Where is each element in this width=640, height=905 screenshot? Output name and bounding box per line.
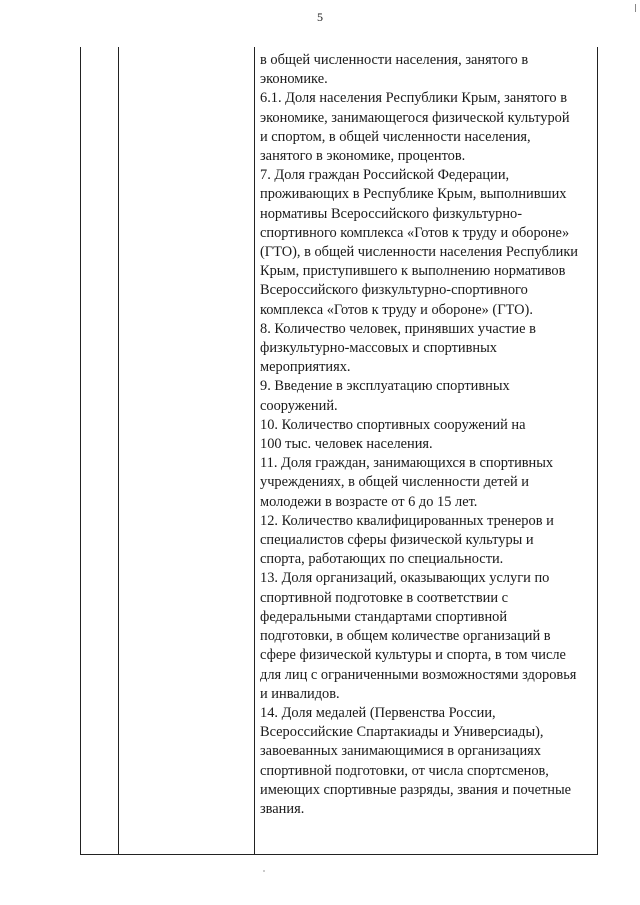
text-line: специалистов сферы физической культуры и — [260, 532, 534, 549]
text-line: 13. Доля организаций, оказывающих услуги по — [260, 570, 550, 587]
text-line: (ГТО), в общей численности населения Республики — [260, 244, 579, 261]
text-line: Всероссийского физкультурно-спортивного — [260, 282, 528, 299]
text-line: проживающих в Республике Крым, выполнивших — [260, 186, 567, 203]
table-border-bottom — [80, 854, 598, 855]
text-line: и инвалидов. — [260, 685, 340, 702]
table-border-left — [80, 47, 81, 855]
text-line: экономике, занимающегося физической культурой — [260, 109, 570, 126]
text-line: 11. Доля граждан, занимающихся в спортивных — [260, 455, 554, 472]
text-line: 9. Введение в эксплуатацию спортивных — [260, 378, 510, 395]
text-line: для лиц с ограниченными возможностями здоровья — [260, 666, 577, 683]
text-line: физкультурно-массовых и спортивных — [260, 340, 497, 357]
table-divider-1 — [118, 47, 119, 855]
text-line: Всероссийские Спартакиады и Универсиады), — [260, 724, 544, 741]
text-line: подготовки, в общем количестве организаций в — [260, 628, 551, 645]
text-line: нормативы Всероссийского физкультурно- — [260, 205, 523, 222]
text-line: мероприятиях. — [260, 359, 351, 376]
table-divider-2 — [254, 47, 255, 855]
text-line: звания. — [260, 800, 305, 817]
text-line: спортивной подготовки, от числа спортсменов, — [260, 762, 549, 779]
indicator-list-cell — [260, 51, 596, 819]
text-line: и спортом, в общей численности населения, — [260, 128, 531, 145]
text-line: спортивного комплекса «Готов к труду и обороне» — [260, 224, 570, 241]
text-line: экономике. — [260, 71, 328, 88]
table-border-right — [597, 47, 598, 855]
text-line: спорта, работающих по специальности. — [260, 551, 504, 568]
scan-speck — [263, 870, 265, 872]
text-line: завоеванных занимающимися в организациях — [260, 743, 541, 760]
text-line: сфере физической культуры и спорта, в том числе — [260, 647, 566, 664]
text-line: комплекса «Готов к труду и обороне» (ГТО). — [260, 301, 533, 318]
text-line: молодежи в возрасте от 6 до 15 лет. — [260, 493, 478, 510]
text-line: занятого в экономике, процентов. — [260, 148, 466, 165]
text-line: 12. Количество квалифицированных тренеров и — [260, 512, 554, 529]
scan-edge-mark — [635, 4, 636, 12]
indicator-table — [80, 47, 598, 855]
text-line: федеральными стандартами спортивной — [260, 608, 508, 625]
text-line: 100 тыс. человек населения. — [260, 436, 433, 453]
text-line: 14. Доля медалей (Первенства России, — [260, 704, 496, 721]
text-line: спортивной подготовке в соответствии с — [260, 589, 509, 606]
text-line: 7. Доля граждан Российской Федерации, — [260, 167, 510, 184]
page-number: 5 — [317, 10, 323, 24]
text-line: имеющих спортивные разряды, звания и почетные — [260, 781, 572, 798]
text-line: 8. Количество человек, принявших участие в — [260, 320, 536, 337]
text-line: сооружений. — [260, 397, 338, 414]
text-line: 6.1. Доля населения Республики Крым, занятого в — [260, 90, 568, 107]
text-line: 10. Количество спортивных сооружений на — [260, 416, 526, 433]
text-line: учреждениях, в общей численности детей и — [260, 474, 529, 491]
text-line: Крым, приступившего к выполнению нормативов — [260, 263, 566, 280]
text-line: в общей численности населения, занятого в — [260, 52, 529, 68]
